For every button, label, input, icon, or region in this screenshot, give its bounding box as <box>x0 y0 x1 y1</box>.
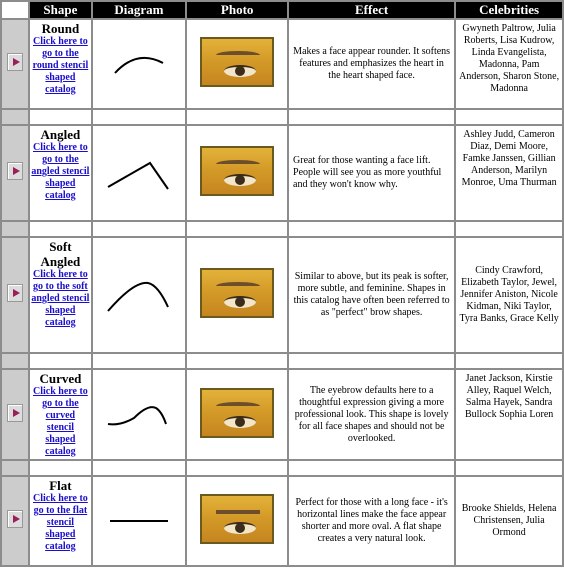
celebrities-text: Ashley Judd, Cameron Diaz, Demi Moore, Famke Janssen, Gillian Anderson, Marilyn Monroe, Uma Thurman <box>456 126 562 220</box>
angled-brow-photo <box>200 146 274 196</box>
photo-cell <box>187 126 287 220</box>
diagram-cell <box>93 238 186 352</box>
photo-cell <box>187 370 287 459</box>
table-row-angled <box>2 126 562 220</box>
catalog-link-angled[interactable]: Click here to go to the angled stencil shaped catalog <box>31 142 90 201</box>
curved-brow-photo <box>200 388 274 438</box>
arrow-right-icon[interactable] <box>7 510 23 528</box>
catalog-link-soft-angled[interactable]: Click here to go to the soft angled stencil shaped catalog <box>31 269 90 328</box>
effect-text: Similar to above, but its peak is softer, more subtle, and feminine. Shapes in this catalog have often been referred to as "perfect" brow shapes. <box>289 238 454 352</box>
photo-cell <box>187 477 287 565</box>
celebrities-text: Cindy Crawford, Elizabeth Taylor, Jewel, Jennifer Aniston, Nicole Kidman, Niki Taylor, Tyra Banks, Grace Kelly <box>456 238 562 352</box>
shape-name: Soft Angled <box>40 239 81 269</box>
diagram-cell <box>93 20 186 108</box>
row-arrow-cell <box>2 238 28 352</box>
diagram-cell <box>93 126 186 220</box>
row-spacer <box>2 354 562 368</box>
header-photo: Photo <box>187 2 287 18</box>
row-spacer <box>2 222 562 236</box>
soft-angled-brow-diagram <box>104 275 174 315</box>
shape-cell <box>30 126 90 220</box>
table-row-flat <box>2 477 562 565</box>
table-row-round <box>2 20 562 108</box>
effect-text: Great for those wanting a face lift. People will see you as more youthful and they won't know why. <box>289 126 454 220</box>
effect-text: Perfect for those with a long face - it's horizontal lines make the face appear shorter and more oval. A flat shape creates a very natural look. <box>289 477 454 565</box>
celebrities-text: Brooke Shields, Helena Christensen, Julia Ormond <box>456 477 562 565</box>
row-arrow-cell <box>2 370 28 459</box>
soft-angled-brow-photo <box>200 268 274 318</box>
row-arrow-cell <box>2 20 28 108</box>
header-effect: Effect <box>289 2 454 18</box>
catalog-link-curved[interactable]: Click here to go to the curved stencil shaped catalog <box>33 386 88 457</box>
shape-name: Flat <box>49 478 72 493</box>
celebrities-text: Janet Jackson, Kirstie Alley, Raquel Welch, Salma Hayek, Sandra Bullock Sophia Loren <box>456 370 562 459</box>
angled-brow-diagram <box>104 153 174 193</box>
row-spacer <box>2 110 562 124</box>
shape-name: Curved <box>39 371 82 386</box>
shape-cell <box>30 238 90 352</box>
table-row-curved <box>2 370 562 459</box>
arrow-right-icon[interactable] <box>7 284 23 302</box>
catalog-link-round[interactable]: Click here to go to the round stencil shaped catalog <box>32 36 89 95</box>
effect-text: Makes a face appear rounder. It softens features and emphasizes the heart in the heart shaped face. <box>289 20 454 108</box>
shape-name: Round <box>41 21 80 36</box>
arrow-right-icon[interactable] <box>7 404 23 422</box>
curved-brow-diagram <box>104 400 174 430</box>
photo-cell <box>187 20 287 108</box>
header-spacer <box>2 2 28 18</box>
arrow-right-icon[interactable] <box>7 53 23 71</box>
table-header-row <box>2 2 562 18</box>
effect-text: The eyebrow defaults here to a thoughtful expression giving a more professional look. This shape is lovely for all face shapes and should not be overlooked. <box>289 370 454 459</box>
shape-name: Angled <box>40 127 81 142</box>
flat-brow-diagram <box>104 511 174 531</box>
shape-cell <box>30 370 90 459</box>
shape-cell <box>30 477 90 565</box>
round-brow-diagram <box>109 49 169 79</box>
catalog-link-flat[interactable]: Click here to go to the flat stencil shaped catalog <box>33 493 88 552</box>
table-row-soft-angled <box>2 238 562 352</box>
arrow-right-icon[interactable] <box>7 162 23 180</box>
header-diagram: Diagram <box>93 2 186 18</box>
flat-brow-photo <box>200 494 274 544</box>
photo-cell <box>187 238 287 352</box>
row-spacer <box>2 461 562 475</box>
row-arrow-cell <box>2 477 28 565</box>
round-brow-photo <box>200 37 274 87</box>
diagram-cell <box>93 477 186 565</box>
header-shape: Shape <box>30 2 90 18</box>
shape-cell <box>30 20 90 108</box>
diagram-cell <box>93 370 186 459</box>
celebrities-text: Gwyneth Paltrow, Julia Roberts, Lisa Kudrow, Linda Evangelista, Madonna, Pam Anderson, Sharon Stone, Madonna <box>456 20 562 108</box>
header-celebrities: Celebrities <box>456 2 562 18</box>
row-arrow-cell <box>2 126 28 220</box>
